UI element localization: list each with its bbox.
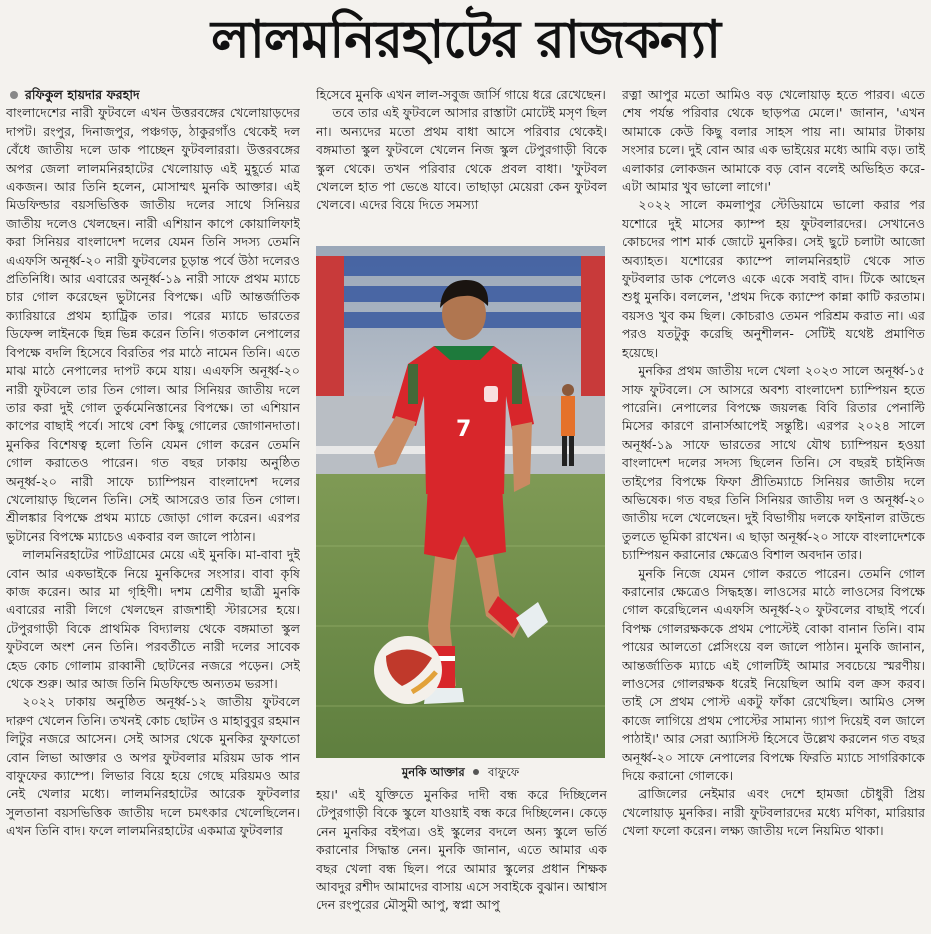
paragraph: বাংলাদেশের নারী ফুটবলে এখন উত্তরবঙ্গের খেলোয়াড়দের দাপট। রংপুর, দিনাজপুর, পঞ্চগড়, ঠাকুরগাঁও থেকেই দল বেঁধে জাতীয় দলে ডাক পাচ্ছেন ফুটবলাররা। উত্তরবঙ্গের অপর জেলা লালমনিরহাটের খেলোয়াড় এই মুহূর্তে মাত্র একজন। আর তিনি হলেন, মোসাম্মৎ মুনকি আক্তার। এই মিডফিল্ডার বয়সভিত্তিক জাতীয় দলের সাথে সিনিয়র জাতীয় দলেও খেলছেন। নারী এশিয়ান কাপে কোয়ালিফাই করা সিনিয়র বাংলাদেশ দলের যেমন তিনি সদস্য তেমনি এএফসি অনূর্ধ্ব-২০ নারী ফুটবলের চূড়ান্ত পর্বে উঠা দলেরও প্রতিনিধি। আর এবারের অনূর্ধ্ব-১৯ নারী সাফে প্রথম ম্যাচে চার গোল করেছেন ভুটানের বিপক্ষে। এটি আন্তর্জাতিক ক্যারিয়ারে প্রথম হ্যাট্রিক তার। পরের ম্যাচে ভারতের ডিফেন্স লাইনকে ছিন্ন ভিন্ন করেন তিনি। গতকাল নেপালের বিপক্ষে বদলি হিসেবে বিরতির পর মাঠে নামেন তিনি। এতে মাঝ মাঠে নেপালের দাপট কমে যায়। এএফসি অনূর্ধ্ব-২০ নারী ফুটবলে তার তিন গোল। আর সিনিয়র জাতীয় দলে তার করা দুই গোল তুর্কমেনিস্তানের বিপক্ষে। তা এশিয়ান কাপের বাছাই পর্বে। সাথে বেশ কিছু গোলের জোগানদাতা। মুনকির বিশেষত্ব হলো তিনি যেমন গোল করেন তেমনি গোল করাতেও পারেন। গত বছর ঢাকায় অনুষ্ঠিত অনূর্ধ্ব-২০ নারী সাফে চ্যাম্পিয়ন বাংলাদেশ দলের খেলোয়াড় ছিলেন তিনি। সেই আসরেও তার তিন গোল। শ্রীলঙ্কার বিপক্ষে প্রথম ম্যাচে জোড়া গোল করেন। এরপর ভুটানের বিপক্ষে ম্যাচেও একবার বল জালে পাঠান। (6, 105, 300, 544)
author-name: রফিকুল হায়দার ফরহাদ (25, 87, 140, 102)
headline: লালমনিরহাটের রাজকন্যা (210, 10, 721, 70)
paragraph: ২০২২ ঢাকায় অনুষ্ঠিত অনূর্ধ্ব-১২ জাতীয় ফুটবলে দারুণ খেলেন তিনি। তখনই কোচ ছোটন ও মাহাবুবুর রহমান লিটুর নজরে আসেন। সেই আসর থেকে মুনকির ফুফাতো বোন লিভা আক্তার ও অপর ফুটবলার মরিয়ম ডাক পান বাফুফের ক্যাম্পে। লিভার বিয়ে হয়ে গেছে মরিয়মও আর নেই খেলার মধ্যে। লালমনিরহাটের আরেক ফুটবলার সুলতানা বয়সভিত্তিক জাতীয় দলে চমৎকার খেলেছিলেন। এখন তিনি বাদ। ফলে লালমনিরহাটের একমাত্র ফুটবলার (6, 694, 300, 839)
caption-credit: বাফুফে (487, 765, 520, 779)
caption-separator-icon (473, 769, 479, 775)
player-illustration (316, 246, 605, 758)
paragraph: হিসেবে মুনকি এখন লাল-সবুজ জার্সি গায়ে ধরে রেখেছেন। (316, 87, 606, 102)
article-column-1 (6, 86, 300, 928)
paragraph: মুনকি নিজে যেমন গোল করতে পারেন। তেমনি গোল করানোর ক্ষেত্রেও সিদ্ধহস্ত। লাওসের মাঠে লাওসের বিপক্ষে গোল করেছিলেন এএফসি অনূর্ধ্ব-২০ ফুটবলের বাছাই পর্বে। বিপক্ষ গোলরক্ষককে প্রথম পোস্টেই বোকা বানান তিনি। বাম পায়ের আলতো প্লেসিংয়ে বল জালে পাঠান। মুনকি জানান, আন্তর্জাতিক ম্যাচে এই গোলটিই আমার সবচেয়ে স্মরণীয়। লাওসের গোলরক্ষক ধরেই নিয়েছিল আমি বল ক্রস করব। তাই সে প্রথম পোস্ট একটু ফাঁকা রেখেছিল। আমিও সেন্স কাজে লাগিয়ে প্রথম পোস্টের সামান্য গ্যাপ দিয়েই বল জালে পাঠাই।' আর সেরা অ্যাসিস্ট হিসেবে উল্লেখ করলেন গত বছর অনূর্ধ্ব-২০ সাফে নেপালের বিপক্ষে ফিরতি ম্যাচে সাগরিকাকে দিয়ে করানো গোলকে। (622, 565, 925, 784)
paragraph: মুনকির প্রথম জাতীয় দলে খেলা ২০২৩ সালে অনূর্ধ্ব-১৫ সাফ ফুটবলে। সে আসরে অবশ্য বাংলাদেশ চ্যাম্পিয়ন হতে পারেনি। নেপালের বিপক্ষে জয়লব্ধ বিবি রিতার পেনাল্টি মিসের কারণে রানার্সআপেই সন্তুষ্টি। এরপর ২০২৪ সালে অনূর্ধ্ব-১৯ সাফে ভারতের সাথে যৌথ চ্যাম্পিয়ন হওয়া বাংলাদেশ দলের সদস্য ছিলেন তিনি। সে বছরই চাইনিজ তাইপের বিপক্ষে ফিফা প্রীতিম্যাচে সিনিয়র জাতীয় দলে অভিষেক। গত বছর তিনি সিনিয়র জাতীয় দল ও অনূর্ধ্ব-২০ জাতীয় দলে খেলেছেন। দুই বিভাগীয় দলকে ফাইনাল রাউন্ডে তুলতে ভূমিকা রাখেন। এ ছাড়া অনূর্ধ্ব-২০ সাফে বাংলাদেশকে চ্যাম্পিয়ন করানোর ক্ষেত্রেও বিশাল অবদান তার। (622, 363, 925, 563)
paragraph: ২০২২ সালে কমলাপুর স্টেডিয়ামে ভালো করার পর যশোরে দুই মাসের ক্যাম্প হয় ফুটবলারদের। সেখানেও কোচদের পাশ মার্ক জোটে মুনকির। সেই ছুটে চলাটা আজো অব্যাহত। যশোরের ক্যাম্পে লালমনিরহাট থেকে সাত ফুটবলার ডাক পেলেও একে একে সবাই বাদ। টিকে আছেন শুধু মুনকি। বললেন, 'প্রথম দিকে ক্যাম্পে কান্না কাটি করতাম। বয়সও খুব কম ছিল। কোচরাও তেমন পরিশ্রম করাত না। এর পরও যতটুকু করেছি অনুশীলন- সেটিই যথেষ্ট প্রমাণিত হয়েছে। (622, 197, 925, 360)
photo-canvas (316, 246, 605, 758)
player-photo (316, 246, 605, 758)
paragraph: তবে তার এই ফুটবলে আসার রাস্তাটা মোটেই মসৃণ ছিল না। অন্যদের মতো প্রথম বাধা আসে পরিবার থেকেই। বঙ্গমাতা স্কুল ফুটবলে খেলেন নিজ স্কুল টেপুরগাড়ী বিকে স্কুল থেকে। তখন পরিবার থেকে প্রবল বাধা। 'ফুটবল খেললে হাত পা ভেঙে যাবে। তাছাড়া মেয়েরা কেন ফুটবল খেলবে। এদের বিয়ে দিতে সমস্যা (316, 105, 607, 213)
bullet-icon (10, 91, 18, 99)
article-column-3 (622, 86, 925, 928)
jersey-number: 7 (456, 417, 472, 442)
column-2-bottom-text (316, 786, 607, 928)
caption-name: মুনকি আক্তার (401, 765, 465, 779)
paragraph: ব্রাজিলের নেইমার এবং দেশে হামজা চৌধুরী প্রিয় খেলোয়াড় মুনকির। নারী ফুটবলারদের মধ্যে মণিকা, মারিয়ার খেলা ফলো করেন। লক্ষ্য জাতীয় দলে নিয়মিত থাকা। (622, 786, 925, 839)
paragraph: হয়।' এই যুক্তিতে মুনকির দাদী বন্ধ করে দিচ্ছিলেন টেপুরগাড়ী বিকে স্কুলে যাওয়াই বন্ধ করে দিচ্ছিলেন। কেড়ে নেন মুনকির বইপত্র। ওই স্কুলের বদলে অন্য স্কুলে ভর্তি করানোর সিদ্ধান্ত নেন। মুনকি জানান, এতে আমার এক বছর খেলা বন্ধ ছিল। পরে আমার স্কুলের প্রধান শিক্ষক আবদুর রশীদ আমাদের বাসায় এসে সবাইকে বুঝান। আশ্বাস দেন রংপুরের মৌসুমী আপু, স্বপ্না আপু (316, 787, 607, 913)
paragraph: রত্না আপুর মতো আমিও বড় খেলোয়াড় হতে পারব। এতে শেষ পর্যন্ত পরিবার থেকে ছাড়পত্র মেলে।' জানান, 'এখন আমাকে কেউ কিছু বলার সাহস পায় না। আমার টাকায় সংসার চলে। দুই বোন আর এক ভাইয়ের মধ্যে আমি বড়। তাই এলাকার লোকজন আমাকে বড় বোন বলেই অভিহিত করে- এটা আমার খুব ভালো লাগে।' (622, 87, 925, 195)
byline (6, 86, 300, 104)
paragraph: লালমনিরহাটের পাটগ্রামের মেয়ে এই মুনকি। মা-বাবা দুই বোন আর একভাইকে নিয়ে মুনকিদের সংসার। বাবা কৃষি কাজ করেন। আর মা গৃহিণী। দশম শ্রেণীর ছাত্রী মুনকি এবারের নারী লিগে খেলছেন রাজশাহী স্টারসের হয়ে। টেপুরগাড়ী বিকে প্রাথমিক বিদ্যালয় থেকে বঙ্গমাতা স্কুল ফুটবলে অংশ নেন তিনি। পরবর্তীতে নারী দলের সাবেক হেড কোচ গোলাম রাব্বানী ছোটনের নজরে পড়েন। সেই থেকে শুরু। আর আজ তিনি মিডফিল্ডে অন্যতম ভরসা। (6, 547, 300, 691)
photo-caption (316, 762, 605, 782)
column-2-top-text (316, 86, 607, 236)
